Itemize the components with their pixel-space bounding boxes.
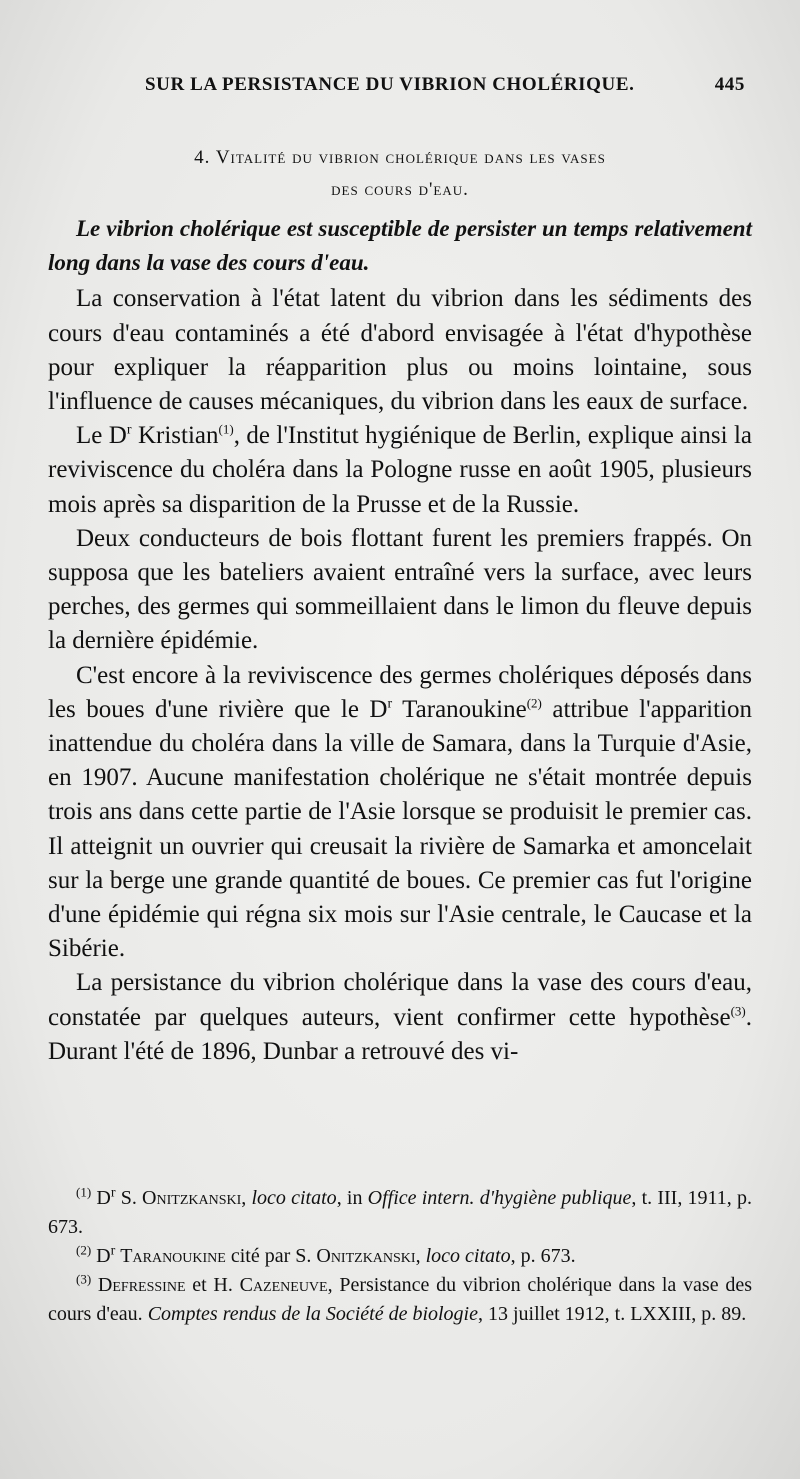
running-title: SUR LA PERSISTANCE DU VIBRION CHOLÉRIQUE. bbox=[145, 74, 635, 95]
body-text bbox=[48, 212, 752, 1069]
footnotes bbox=[48, 1184, 752, 1329]
fn3-c: , 13 juillet 1912, t. LXXIII, p. 89. bbox=[478, 1303, 747, 1325]
fn3-journal: Comptes rendus de la Société de biologie bbox=[147, 1303, 478, 1325]
p2-text-a: Le D bbox=[76, 422, 127, 450]
footnote-2 bbox=[48, 1242, 752, 1271]
fn3-author1: Defressine bbox=[97, 1274, 186, 1296]
lead-paragraph: Le vibrion cholérique est susceptible de persister un temps relativement long dans la vase des cours d'eau. bbox=[48, 216, 752, 276]
paragraph-4 bbox=[48, 659, 752, 967]
p2-sup: r bbox=[126, 422, 132, 438]
fn3-author2: Cazeneuve bbox=[239, 1274, 328, 1296]
fn1-b: S. bbox=[115, 1187, 143, 1209]
section-heading bbox=[48, 142, 752, 206]
p5-text-b: . Durant l'été de 1896, Dunbar a retrouvé des vi- bbox=[48, 1003, 752, 1065]
fn2-author: Taranoukine bbox=[120, 1245, 226, 1267]
fn1-author: Onitzkanski bbox=[142, 1187, 242, 1209]
footnote-1 bbox=[48, 1184, 752, 1242]
fn2-d: , bbox=[415, 1245, 426, 1267]
fn1-sup: r bbox=[110, 1185, 116, 1201]
fn3-b: , Persistance du vibrion cholérique dans la vase des cours d'eau. bbox=[48, 1274, 752, 1325]
fn2-sup: r bbox=[110, 1243, 116, 1259]
fn1-d: , in bbox=[336, 1187, 368, 1209]
running-header bbox=[145, 74, 745, 104]
fn1-c: , bbox=[241, 1187, 252, 1209]
fn2-a: D bbox=[91, 1245, 111, 1267]
fn2-mark: (2) bbox=[76, 1242, 92, 1258]
fn2-author2: Onitzkanski bbox=[316, 1245, 416, 1267]
fn2-loc: loco citato bbox=[425, 1245, 511, 1267]
page-number: 445 bbox=[714, 74, 745, 95]
paragraph-5 bbox=[48, 966, 752, 1069]
fn1-e: , t. III, 1911, p. 673. bbox=[48, 1187, 753, 1238]
p4-sup: r bbox=[387, 696, 393, 712]
fn3-mark: (3) bbox=[76, 1271, 92, 1287]
section-title-line2: des cours d'eau. bbox=[331, 179, 469, 200]
footnote-3 bbox=[48, 1271, 752, 1329]
footnote-ref-2: (2) bbox=[526, 695, 542, 711]
paragraph-3: Deux conducteurs de bois flottant furent les premiers frappés. On supposa que les bateliers avaient entraîné vers la surface, avec leurs perches, des germes qui sommeillaient dans le limon du fleuve depuis la dernière épidémie. bbox=[48, 524, 752, 655]
fn1-a: D bbox=[91, 1187, 111, 1209]
fn3-a: et H. bbox=[185, 1274, 240, 1296]
fn1-journal: Office intern. d'hygiène publique bbox=[367, 1187, 632, 1209]
fn1-loc: loco citato bbox=[251, 1187, 337, 1209]
paragraph-1: La conservation à l'état latent du vibrion dans les sédiments des cours d'eau contaminés a été d'abord envisagée à l'état d'hypothèse pour expliquer la réapparition plus ou moins lointaine, sous l'influence de causes mécaniques, du vibrion dans les eaux de surface. bbox=[48, 285, 752, 416]
p4-text-b: Taranoukine bbox=[392, 695, 527, 723]
p2-text-b: Kristian bbox=[131, 422, 219, 450]
fn1-mark: (1) bbox=[76, 1184, 92, 1200]
p5-text-a: La persistance du vibrion cholérique dans la vase des cours d'eau, constatée par quelques auteurs, vient confirmer cette hypothèse bbox=[48, 969, 752, 1031]
paragraph-2 bbox=[48, 419, 752, 522]
fn2-c: cité par S. bbox=[225, 1245, 317, 1267]
footnote-ref-1: (1) bbox=[218, 421, 234, 437]
footnote-ref-3: (3) bbox=[730, 1003, 746, 1019]
p2-text-c: , de l'Institut hygiénique de Berlin, explique ainsi la reviviscence du choléra dans la Pologne russe en août 1905, plusieurs mois après sa disparition de la Prusse et de la Russie. bbox=[48, 422, 753, 518]
p4-text-a: C'est encore à la reviviscence des germes cholériques déposés dans les boues d'une rivière que le D bbox=[48, 661, 752, 723]
p4-text-c: attribue l'apparition inattendue du choléra dans la ville de Samara, dans la Turquie d'Asie, en 1907. Aucune manifestation cholérique ne s'était montrée depuis trois ans dans cette partie de l'Asie lorsque se produisit le premier cas. Il atteignit un ouvrier qui creusait la rivière de Samarka et amoncelait sur la berge une grande quantité de boues. Ce premier cas fut l'origine d'une épidémie qui régna six mois sur l'Asie centrale, le Caucase et la Sibérie. bbox=[48, 695, 752, 963]
section-title-line1: 4. Vitalité du vibrion cholérique dans les vases bbox=[194, 147, 606, 168]
fn2-e: , p. 673. bbox=[510, 1245, 576, 1267]
